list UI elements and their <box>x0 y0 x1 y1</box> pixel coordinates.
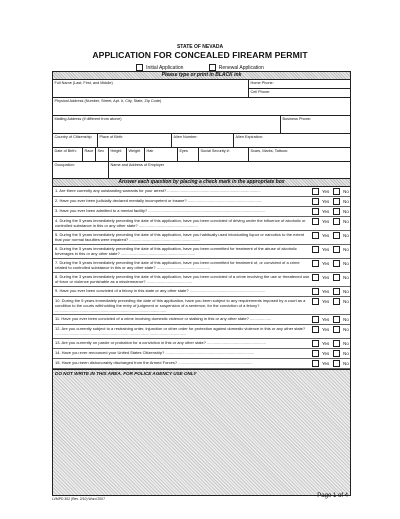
no-checkbox[interactable] <box>333 188 340 195</box>
ssn-label: Social Security #: <box>200 149 230 153</box>
alien-number-label: Alien Number: <box>173 135 198 139</box>
no-label: No <box>343 189 349 194</box>
business-phone-label: Business Phone: <box>282 117 311 121</box>
yes-label: Yes <box>322 189 330 194</box>
form-id: LVMPD 302 (Rev. 2/10) Word 2007 <box>52 497 105 501</box>
no-checkbox[interactable] <box>333 198 340 205</box>
no-option[interactable] <box>333 246 349 253</box>
hair-field[interactable] <box>145 148 178 161</box>
no-checkbox[interactable] <box>333 298 340 305</box>
yes-option[interactable] <box>312 274 329 281</box>
yes-checkbox[interactable] <box>312 218 319 225</box>
yes-checkbox[interactable] <box>312 340 319 347</box>
alien-number-field[interactable] <box>172 134 234 147</box>
no-option[interactable] <box>333 232 349 239</box>
yes-label: Yes <box>322 351 330 356</box>
initial-application-label: Initial Application <box>146 64 184 71</box>
question-row <box>53 297 350 315</box>
employer-field[interactable] <box>109 162 350 178</box>
dob-label: Date of Birth: <box>54 149 77 153</box>
no-label: No <box>343 341 349 346</box>
question-row <box>53 339 350 349</box>
dob-field[interactable] <box>53 148 83 161</box>
yes-label: Yes <box>322 341 330 346</box>
no-checkbox[interactable] <box>333 326 340 333</box>
race-label: Race <box>84 149 94 153</box>
police-use-label: DO NOT WRITE IN THIS AREA. FOR POLICE AGENCY USE ONLY <box>55 371 197 376</box>
no-checkbox[interactable] <box>333 316 340 323</box>
no-label: No <box>343 275 349 280</box>
country-citizenship-label: Country of Citizenship <box>54 135 92 139</box>
yes-label: Yes <box>322 261 330 266</box>
initial-application-option[interactable] <box>136 64 183 71</box>
eyes-label: Eyes <box>179 149 188 153</box>
place-of-birth-label: Place of Birth: <box>99 135 124 139</box>
yes-label: Yes <box>322 299 330 304</box>
yes-checkbox[interactable] <box>312 208 319 215</box>
no-option[interactable] <box>333 274 349 281</box>
no-option[interactable] <box>333 298 349 305</box>
yes-label: Yes <box>322 209 330 214</box>
question-text: 3. Have you ever been admitted to a mental facility? ......................................................................................................... <box>55 208 265 213</box>
place-of-birth-field[interactable] <box>98 134 172 147</box>
yes-no-group <box>312 197 350 206</box>
yes-checkbox[interactable] <box>312 316 319 323</box>
sex-field[interactable] <box>96 148 109 161</box>
no-label: No <box>343 247 349 252</box>
mailing-address-field[interactable] <box>53 116 281 133</box>
police-use-area <box>53 369 350 495</box>
yes-no-group <box>312 207 350 216</box>
yes-label: Yes <box>322 247 330 252</box>
question-row <box>53 273 350 287</box>
yes-checkbox[interactable] <box>312 360 319 367</box>
yes-option[interactable] <box>312 340 329 347</box>
cell-phone-field[interactable] <box>249 89 350 98</box>
renewal-application-checkbox[interactable] <box>209 64 216 71</box>
yes-no-group <box>312 349 350 358</box>
hair-label: Hair <box>146 149 154 153</box>
yes-option[interactable] <box>312 208 329 215</box>
mailing-address-row <box>53 116 350 134</box>
no-checkbox[interactable] <box>333 288 340 295</box>
employer-label: Name and Address of Employer <box>110 163 165 167</box>
question-text: 1. Are there currently any outstanding warrants for your arrest? .................................................................................... <box>55 188 261 193</box>
yes-label: Yes <box>322 275 330 280</box>
height-field[interactable] <box>109 148 127 161</box>
yes-checkbox[interactable] <box>312 350 319 357</box>
no-label: No <box>343 317 349 322</box>
question-row <box>53 231 350 245</box>
no-label: No <box>343 209 349 214</box>
physical-address-label: Physical Address (Number, Street, Apt. #, City, State, Zip Code) <box>54 99 162 103</box>
sex-label: Sex <box>97 149 105 153</box>
yes-label: Yes <box>322 289 330 294</box>
no-checkbox[interactable] <box>333 274 340 281</box>
home-phone-field[interactable] <box>249 80 350 89</box>
weight-field[interactable] <box>127 148 145 161</box>
question-text: 4. During the 5 years immediately preceding the date of this application, have you been convicted of driving under the influence of alcoholic or controlled substance in this or any other state? ..................................................... <box>55 218 306 228</box>
yes-no-group <box>312 287 350 296</box>
yes-checkbox[interactable] <box>312 198 319 205</box>
question-row <box>53 259 350 273</box>
question-row <box>53 325 350 339</box>
occupation-label: Occupation: <box>54 163 75 167</box>
yes-checkbox[interactable] <box>312 232 319 239</box>
no-option[interactable] <box>333 198 349 205</box>
yes-checkbox[interactable] <box>312 298 319 305</box>
description-row <box>53 148 350 162</box>
height-label: Height <box>110 149 122 153</box>
alien-expiration-field[interactable] <box>234 134 350 147</box>
yes-no-group <box>312 359 350 368</box>
yes-no-group <box>312 217 350 230</box>
no-label: No <box>343 327 349 332</box>
no-checkbox[interactable] <box>333 208 340 215</box>
question-text: 11. Have you ever been convicted of a crime involving domestic violence or stalking in this or any other state? ................... <box>55 316 272 321</box>
no-option[interactable] <box>333 340 349 347</box>
yes-label: Yes <box>322 361 330 366</box>
no-label: No <box>343 299 349 304</box>
type-print-band: Please type or print in BLACK ink <box>53 72 350 80</box>
business-phone-field[interactable] <box>281 116 350 133</box>
question-text: 13. Are you currently on parole or probation for a conviction in this or any other state? ..................................................... <box>55 340 266 345</box>
application-form <box>52 71 351 496</box>
yes-label: Yes <box>322 317 330 322</box>
renewal-application-label: Renewal Application <box>218 64 264 71</box>
scars-marks-label: Scars, Marks, Tattoos: <box>250 149 288 153</box>
question-row <box>53 315 350 325</box>
no-option[interactable] <box>333 316 349 323</box>
yes-option[interactable] <box>312 316 329 323</box>
question-text: 9. Have you ever been convicted of a felony in this state or any other state? .................................................................... <box>55 288 266 293</box>
question-text: 8. During the 3 years immediately preceding the date of this application, have you been convicted of a crime involving the use or threatened use of force or violence punishable as a misdemeanor? ......................................... <box>55 274 310 284</box>
yes-option[interactable] <box>312 350 329 357</box>
no-label: No <box>343 219 349 224</box>
question-row <box>53 359 350 369</box>
yes-option[interactable] <box>312 188 329 195</box>
physical-address-row <box>53 98 350 116</box>
question-row <box>53 197 350 207</box>
no-option[interactable] <box>333 208 349 215</box>
race-field[interactable] <box>83 148 96 161</box>
yes-label: Yes <box>322 233 330 238</box>
phone-stack <box>249 80 350 97</box>
answer-instruction-band: Answer each question by placing a check mark in the appropriate box <box>53 179 350 187</box>
yes-label: Yes <box>322 327 330 332</box>
no-label: No <box>343 261 349 266</box>
form-title: APPLICATION FOR CONCEALED FIREARM PERMIT <box>92 50 308 60</box>
question-text: 5. During the 5 years immediately preceding the date of this application, have you habitually used intoxicating liquor or narcotics to the extent that your normal faculties were impaired? ................................................................ <box>55 232 305 242</box>
yes-checkbox[interactable] <box>312 188 319 195</box>
no-checkbox[interactable] <box>333 218 340 225</box>
yes-no-group <box>312 231 350 244</box>
yes-option[interactable] <box>312 288 329 295</box>
question-row <box>53 187 350 197</box>
yes-option[interactable] <box>312 260 329 267</box>
scars-marks-field[interactable] <box>249 148 350 161</box>
question-row <box>53 245 350 259</box>
no-option[interactable] <box>333 360 349 367</box>
name-row <box>53 80 350 98</box>
no-option[interactable] <box>333 218 349 225</box>
no-option[interactable] <box>333 260 349 267</box>
page-number: Page 1 of 4 <box>317 493 348 499</box>
full-name-field[interactable] <box>53 80 249 97</box>
ssn-field[interactable] <box>199 148 249 161</box>
no-checkbox[interactable] <box>333 246 340 253</box>
occupation-field[interactable] <box>53 162 109 178</box>
yes-option[interactable] <box>312 218 329 225</box>
question-row <box>53 349 350 359</box>
yes-label: Yes <box>322 199 330 204</box>
yes-no-group <box>312 297 350 314</box>
question-text: 12. Are you currently subject to a restraining order, injunction or other order for protection against domestic violence in this or any other state? ...................................................................................................................... <box>55 326 306 336</box>
physical-address-field[interactable] <box>53 98 350 115</box>
yes-no-group <box>312 187 350 196</box>
question-row <box>53 287 350 297</box>
yes-no-group <box>312 245 350 258</box>
yes-checkbox[interactable] <box>312 326 319 333</box>
no-checkbox[interactable] <box>333 340 340 347</box>
employment-row <box>53 162 350 179</box>
weight-label: Weight <box>128 149 141 153</box>
yes-option[interactable] <box>312 360 329 367</box>
question-text: 7. During the 5 years immediately preceding the date of this application, have you been committed for treatment of, or convicted of a crime related to controlled substance in this or any other state? ................................................ <box>55 260 300 270</box>
no-label: No <box>343 233 349 238</box>
no-checkbox[interactable] <box>333 260 340 267</box>
state-heading: STATE OF NEVADA <box>176 44 224 50</box>
yes-no-group <box>312 315 350 324</box>
yes-no-group <box>312 273 350 286</box>
question-text: 15. Have you been dishonorably discharged from the Armed Forces? ................................................................... <box>55 360 253 365</box>
yes-checkbox[interactable] <box>312 288 319 295</box>
yes-checkbox[interactable] <box>312 274 319 281</box>
no-label: No <box>343 351 349 356</box>
full-name-label: Full Name (Last, First, and Middle) <box>54 81 113 85</box>
mailing-address-label: Mailing Address (if different from above) <box>54 117 122 121</box>
no-option[interactable] <box>333 188 349 195</box>
yes-option[interactable] <box>312 298 329 305</box>
home-phone-label: Home Phone: <box>250 81 274 85</box>
citizenship-row <box>53 134 350 148</box>
initial-application-checkbox[interactable] <box>136 64 143 71</box>
cell-phone-label: Cell Phone: <box>250 89 271 94</box>
no-checkbox[interactable] <box>333 360 340 367</box>
yes-no-group <box>312 339 350 348</box>
yes-option[interactable] <box>312 198 329 205</box>
yes-no-group <box>312 325 350 338</box>
no-option[interactable] <box>333 350 349 357</box>
question-text: 14. Have you ever renounced your United States Citizenship? ................................................................................ <box>55 350 255 355</box>
eyes-field[interactable] <box>178 148 199 161</box>
yes-option[interactable] <box>312 246 329 253</box>
no-option[interactable] <box>333 288 349 295</box>
question-text: 10. During the 5 years immediately preceding the date of this application, have you been subject to any requirements imposed by a court as a condition to the courts withholding the entry of judgment or suspension of a sentence, for the conviction of a felony? .................................................................................................... <box>55 298 306 313</box>
question-row <box>53 217 350 231</box>
no-checkbox[interactable] <box>333 232 340 239</box>
no-checkbox[interactable] <box>333 350 340 357</box>
yes-checkbox[interactable] <box>312 246 319 253</box>
no-label: No <box>343 289 349 294</box>
yes-no-group <box>312 259 350 272</box>
no-option[interactable] <box>333 326 349 333</box>
questions-list <box>53 187 350 369</box>
no-label: No <box>343 361 349 366</box>
no-label: No <box>343 199 349 204</box>
renewal-application-option[interactable] <box>209 64 264 71</box>
question-text: 6. During the 5 years immediately preceding the date of this application, have you been committed for treatment of the abuse of alcoholic beverages in this or any other state? ................................................................... <box>55 246 297 256</box>
yes-label: Yes <box>322 219 330 224</box>
yes-option[interactable] <box>312 326 329 333</box>
question-row <box>53 207 350 217</box>
alien-expiration-label: Alien Expiration: <box>235 135 263 139</box>
country-citizenship-field[interactable] <box>53 134 98 147</box>
yes-option[interactable] <box>312 232 329 239</box>
yes-checkbox[interactable] <box>312 260 319 267</box>
question-text: 2. Have you ever been judicially declared mentally incompetent or insane? ................................................................... <box>55 198 263 203</box>
